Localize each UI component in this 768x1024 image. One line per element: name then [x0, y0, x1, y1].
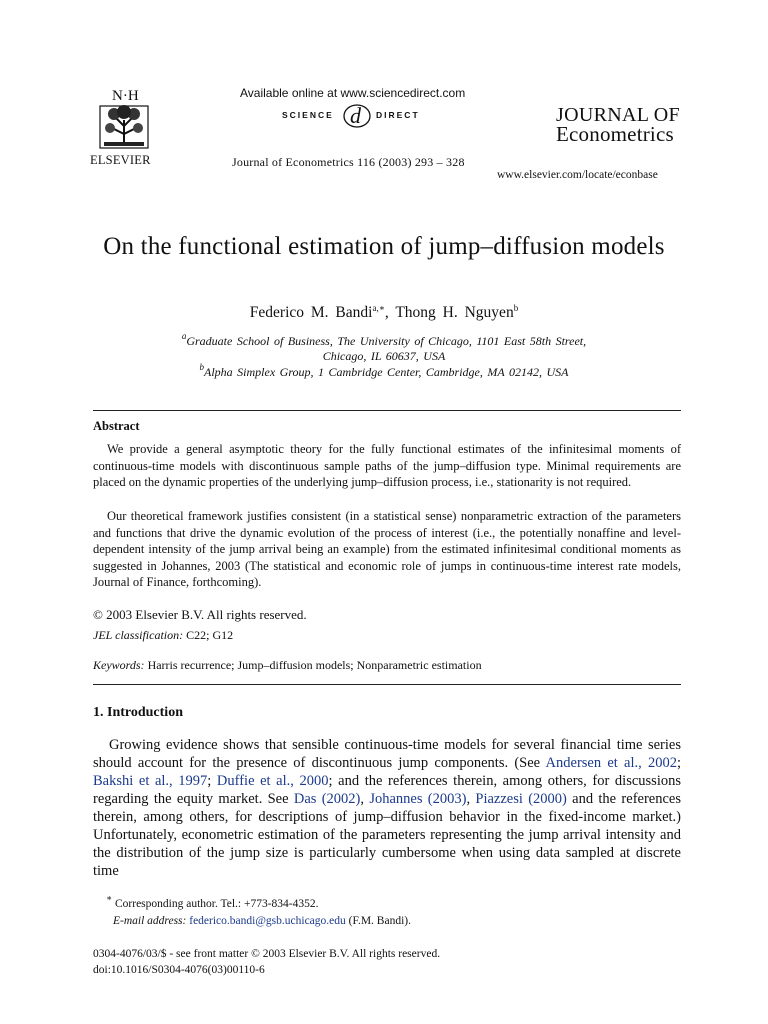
citation-link[interactable]: Bakshi et al., 1997: [93, 773, 208, 789]
jel-value: C22; G12: [183, 628, 234, 642]
journal-name-line1: JOURNAL OF: [556, 104, 680, 126]
footnote-corresponding-author: [106, 893, 319, 910]
affiliation-a-mark: a: [181, 331, 187, 341]
jel-classification: [93, 628, 233, 643]
author-1: Federico M. Bandi: [249, 304, 373, 321]
sciencedirect-mark: d: [350, 103, 361, 128]
intro-text-1: Growing evidence shows that sensible continuous-time models for several financial time series should account for the presence of discontinuous jump components. (See: [93, 737, 681, 771]
intro-text-3: ;: [207, 773, 217, 789]
author-2-marks: b: [513, 303, 519, 313]
intro-text-2: ;: [676, 755, 682, 771]
front-matter-line: 0304-4076/03/$ - see front matter © 2003 Elsevier B.V. All rights reserved.: [93, 948, 441, 960]
section-heading-introduction: 1. Introduction: [93, 705, 183, 720]
journal-name-line2: Econometrics: [556, 122, 674, 146]
citation-link[interactable]: Das (2002): [293, 791, 361, 807]
journal-url[interactable]: www.elsevier.com/locate/econbase: [497, 169, 658, 181]
keywords-label: Keywords:: [93, 658, 145, 672]
intro-text-5: ,: [360, 791, 370, 807]
author-separator: ,: [384, 304, 396, 321]
intro-text-6: ,: [466, 791, 476, 807]
citation-link[interactable]: Duffie et al., 2000: [216, 773, 329, 789]
publisher-logo-mark: N·H: [112, 88, 139, 104]
journal-reference: Journal of Econometrics 116 (2003) 293 – 328: [232, 155, 465, 169]
availability-line: Available online at www.sciencedirect.com: [240, 86, 466, 100]
abstract-paragraph-2: [93, 508, 681, 591]
email-label: E-mail address:: [113, 915, 187, 927]
abstract-paragraph-1-text: We provide a general asymptotic theory for the fully functional estimates of the infinitesimal moments of continuous-time models with discontinuous sample paths of the jump–diffusion type. Minimal requirements are placed on the dynamic properties of the underlying jump–diffusion process, i.e., stationarity is not required.: [93, 442, 681, 489]
abstract-heading: Abstract: [93, 419, 140, 433]
email-tail: (F.M. Bandi).: [345, 915, 411, 927]
sciencedirect-logo-right: DIRECT: [376, 110, 420, 120]
keywords-value: Harris recurrence; Jump–diffusion models; Nonparametric estimation: [144, 658, 482, 672]
footnote-email: [113, 915, 411, 927]
abstract-paragraph-2-text: Our theoretical framework justifies consistent (in a statistical sense) nonparametric extraction of the parameters and functions that drive the dynamic evolution of the process of interest (i.e., the potentially nonaffine and level-dependent intensity of the jump arrival being an example) from the estimated infinitesimal conditional moments as suggested in Johannes, 2003 (The statistical and economic role of jumps in continuous-time interest rate models, Journal of Finance, forthcoming).: [93, 509, 681, 589]
keywords: [93, 658, 482, 673]
author-2: Thong H. Nguyen: [395, 304, 514, 321]
affiliation-a-line1: [60, 331, 708, 349]
paper-title: On the functional estimation of jump–diffusion models: [103, 233, 665, 260]
citation-link[interactable]: Johannes (2003): [369, 791, 467, 807]
affiliation-a-text1: Graduate School of Business, The University of Chicago, 1101 East 58th Street,: [186, 334, 587, 348]
affiliation-b-text: Alpha Simplex Group, 1 Cambridge Center, Cambridge, MA 02142, USA: [204, 365, 569, 379]
affiliation-a-line2: Chicago, IL 60637, USA: [322, 349, 446, 363]
intro-text-7: and the references therein, among others, for descriptions of jump–diffusion behavior in the fixed-income market.) Unfortunately, econometric estimation of the parameters representing the jump arrival intensity and the distribution of the jump size is particularly cumbersome when using data sampled at discrete time: [93, 791, 681, 879]
doi-line[interactable]: doi:10.1016/S0304-4076(03)00110-6: [93, 964, 265, 976]
author-1-marks: a,∗: [372, 303, 385, 313]
jel-label: JEL classification:: [93, 628, 184, 642]
sciencedirect-logo-icon: [341, 100, 373, 130]
footnote-1-text: Corresponding author. Tel.: +773-834-4352.: [112, 898, 319, 910]
abstract-top-rule: [93, 410, 681, 411]
author-list: [60, 304, 708, 322]
affiliation-b: [60, 362, 708, 380]
citation-link[interactable]: Andersen et al., 2002: [545, 755, 677, 771]
citation-link[interactable]: Piazzesi (2000): [475, 791, 567, 807]
introduction-paragraph: [93, 736, 681, 880]
abstract-copyright: © 2003 Elsevier B.V. All rights reserved.: [93, 607, 307, 622]
email-link[interactable]: federico.bandi@gsb.uchicago.edu: [189, 915, 346, 927]
abstract-paragraph-1: [93, 441, 681, 491]
footnote-mark: ∗: [106, 893, 113, 903]
abstract-bottom-rule: [93, 684, 681, 685]
affiliation-b-mark: b: [199, 362, 204, 372]
intro-text-4: ; and the references therein, among others, for discussions regarding the equity market. See: [93, 773, 681, 807]
sciencedirect-logo-left: SCIENCE: [282, 110, 334, 120]
publisher-name: ELSEVIER: [90, 153, 151, 167]
